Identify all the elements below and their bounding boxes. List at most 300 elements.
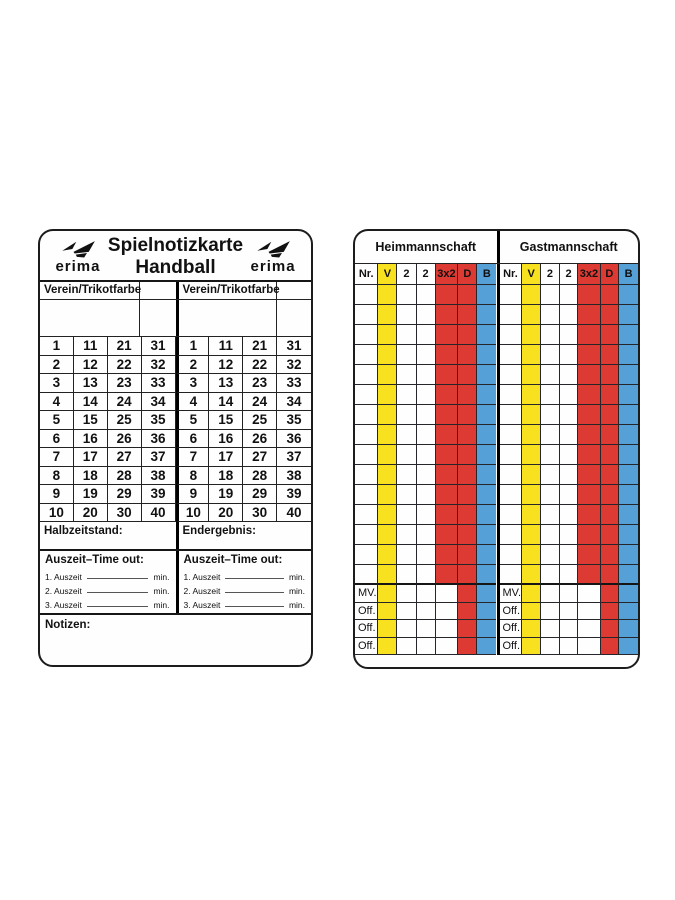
score-cell [601, 365, 620, 385]
score-cell [522, 285, 541, 305]
score-cell [601, 385, 620, 405]
number-cell: 27 [108, 448, 142, 467]
score-cell [458, 285, 477, 305]
score-cell [541, 620, 560, 638]
verein-half-home [40, 282, 176, 299]
mannschaft-score-card [353, 229, 640, 669]
number-cell: 6 [176, 430, 210, 449]
score-cell [397, 405, 416, 425]
number-cell: 12 [74, 356, 108, 375]
score-cell [541, 505, 560, 525]
timeout-line-2: 2. Auszeit min. [45, 585, 170, 596]
verein-entry-field [179, 300, 277, 336]
column-header-cell: 3x2 [436, 264, 459, 285]
score-grids [355, 264, 638, 655]
score-cell [378, 345, 397, 365]
score-cell [477, 285, 496, 305]
score-cell [458, 385, 477, 405]
score-cell [397, 305, 416, 325]
column-header-cell: 3x2 [578, 264, 600, 285]
score-cell [541, 445, 560, 465]
score-cell [500, 285, 523, 305]
number-cell: 37 [277, 448, 311, 467]
score-cell [619, 405, 638, 425]
score-cell [397, 345, 416, 365]
number-cell: 30 [108, 504, 142, 523]
score-cell [619, 325, 638, 345]
score-cell [397, 525, 416, 545]
score-cell [436, 465, 459, 485]
score-cell [560, 638, 579, 656]
verein-half-guest [176, 282, 312, 299]
number-cell: 13 [209, 374, 243, 393]
column-header-cell: 2 [417, 264, 436, 285]
score-cell [417, 365, 436, 385]
score-cell [436, 425, 459, 445]
score-cell [601, 405, 620, 425]
column-header-cell: V [378, 264, 397, 285]
score-cell [578, 485, 600, 505]
score-cell [378, 445, 397, 465]
score-cell [541, 603, 560, 621]
score-cell [378, 525, 397, 545]
number-cell: 26 [243, 430, 277, 449]
score-cell [436, 385, 459, 405]
score-cell [560, 325, 579, 345]
score-cell [397, 485, 416, 505]
number-cell: 22 [108, 356, 142, 375]
endergebnis-label: Endergebnis: [182, 525, 256, 537]
verein-spare-cell [140, 282, 175, 299]
score-cell [522, 565, 541, 585]
score-cell [541, 345, 560, 365]
score-cell [378, 325, 397, 345]
score-cell [560, 465, 579, 485]
score-cell [477, 445, 496, 465]
score-cell [477, 603, 496, 621]
erima-wordmark: erima [55, 257, 101, 275]
bottom-row-label-cell: Off. [500, 603, 523, 621]
score-cell [458, 505, 477, 525]
score-cell [578, 385, 600, 405]
number-cell: 19 [74, 485, 108, 504]
score-cell [541, 325, 560, 345]
score-cell [522, 505, 541, 525]
score-cell [601, 285, 620, 305]
score-cell [601, 525, 620, 545]
score-cell [477, 325, 496, 345]
score-cell [378, 565, 397, 585]
score-cell [619, 585, 638, 603]
number-cell: 22 [243, 356, 277, 375]
number-cell: 9 [176, 485, 210, 504]
score-cell [619, 465, 638, 485]
verein-spare-cell [140, 300, 175, 336]
number-cell: 10 [40, 504, 74, 523]
score-cell [601, 585, 620, 603]
score-cell [436, 365, 459, 385]
verein-spare-cell [277, 282, 311, 299]
score-cell [522, 585, 541, 603]
score-cell [417, 545, 436, 565]
number-cell: 31 [142, 337, 176, 356]
score-cell [560, 485, 579, 505]
score-cell [522, 425, 541, 445]
number-cell: 33 [142, 374, 176, 393]
score-cell [601, 325, 620, 345]
score-cell [397, 603, 416, 621]
score-cell [397, 565, 416, 585]
score-cell [522, 405, 541, 425]
score-cell [522, 603, 541, 621]
number-cell: 3 [176, 374, 210, 393]
score-cell [560, 525, 579, 545]
verein-spare-cell [277, 300, 311, 336]
number-cell: 38 [142, 467, 176, 486]
score-cell [477, 565, 496, 585]
score-row [40, 522, 311, 551]
score-cell [417, 465, 436, 485]
write-in-line [87, 592, 149, 593]
number-cell: 18 [74, 467, 108, 486]
score-cell [397, 585, 416, 603]
score-cell [458, 325, 477, 345]
bottom-row-label-cell: Off. [355, 638, 378, 656]
number-cell: 25 [108, 411, 142, 430]
timeout-line-1: 1. Auszeit min. [183, 571, 305, 582]
score-cell [378, 465, 397, 485]
score-cell [477, 345, 496, 365]
number-cell: 38 [277, 467, 311, 486]
bottom-row-label-cell: Off. [500, 638, 523, 656]
score-cell [436, 620, 459, 638]
card-title [108, 235, 243, 279]
score-cell [578, 545, 600, 565]
score-cell [458, 525, 477, 545]
timeout-title: Auszeit–Time out: [45, 554, 144, 566]
number-cell: 2 [40, 356, 74, 375]
card-title-line2: Handball [135, 256, 216, 278]
score-cell [541, 385, 560, 405]
number-cell: 18 [209, 467, 243, 486]
score-cell [436, 565, 459, 585]
score-cell [378, 365, 397, 385]
score-cell [560, 285, 579, 305]
score-cell [560, 620, 579, 638]
score-cell [397, 365, 416, 385]
score-cell [522, 525, 541, 545]
score-cell [619, 638, 638, 656]
score-cell [397, 285, 416, 305]
column-header-cell: D [458, 264, 477, 285]
number-cell: 16 [209, 430, 243, 449]
number-cell: 5 [40, 411, 74, 430]
score-cell [458, 585, 477, 603]
number-cell: 26 [108, 430, 142, 449]
timeout-line-2: 2. Auszeit min. [183, 585, 305, 596]
score-cell [601, 603, 620, 621]
timeout-title: Auszeit–Time out: [183, 554, 283, 566]
number-cell: 25 [243, 411, 277, 430]
score-cell [436, 485, 459, 505]
number-cell: 13 [74, 374, 108, 393]
number-cell: 20 [74, 504, 108, 523]
card-header [40, 231, 311, 282]
number-cell: 40 [142, 504, 176, 523]
score-cell [417, 345, 436, 365]
number-cell: 3 [40, 374, 74, 393]
write-in-line [225, 606, 284, 607]
team-grid-home [355, 264, 497, 655]
score-cell [458, 638, 477, 656]
bottom-row-label-cell: MV. [355, 585, 378, 603]
score-cell [578, 445, 600, 465]
number-cell: 29 [108, 485, 142, 504]
score-cell [560, 505, 579, 525]
score-cell [417, 485, 436, 505]
bottom-row-label-cell: Off. [355, 603, 378, 621]
score-cell [436, 505, 459, 525]
score-cell [619, 545, 638, 565]
number-cell: 8 [176, 467, 210, 486]
number-cell: 4 [176, 393, 210, 412]
score-cell [355, 285, 378, 305]
number-cell: 24 [108, 393, 142, 412]
column-header-cell: D [601, 264, 620, 285]
score-cell [500, 465, 523, 485]
score-cell [541, 425, 560, 445]
score-cell [500, 345, 523, 365]
column-header-cell: Nr. [500, 264, 523, 285]
score-cell [560, 365, 579, 385]
score-cell [578, 525, 600, 545]
score-cell [436, 585, 459, 603]
score-cell [397, 425, 416, 445]
number-cell: 37 [142, 448, 176, 467]
score-cell [397, 545, 416, 565]
score-cell [578, 305, 600, 325]
bottom-row-label-cell: Off. [355, 620, 378, 638]
score-cell [417, 638, 436, 656]
score-cell [619, 445, 638, 465]
score-cell [477, 305, 496, 325]
verein-entry-row [40, 300, 311, 337]
score-cell [500, 385, 523, 405]
score-cell [601, 505, 620, 525]
score-cell [601, 445, 620, 465]
score-cell [522, 365, 541, 385]
score-cell [477, 425, 496, 445]
score-cell [477, 365, 496, 385]
endergebnis-cell [176, 522, 312, 549]
score-cell [355, 305, 378, 325]
number-cell: 29 [243, 485, 277, 504]
score-cell [417, 285, 436, 305]
number-cell: 15 [209, 411, 243, 430]
number-cell: 5 [176, 411, 210, 430]
score-cell [560, 545, 579, 565]
score-cell [436, 305, 459, 325]
score-cell [355, 565, 378, 585]
score-cell [458, 345, 477, 365]
score-cell [601, 545, 620, 565]
number-cell: 34 [142, 393, 176, 412]
score-cell [578, 603, 600, 621]
score-cell [355, 485, 378, 505]
number-cell: 14 [209, 393, 243, 412]
spielnotizkarte-card [38, 229, 313, 667]
score-cell [619, 365, 638, 385]
score-cell [619, 620, 638, 638]
number-cell: 7 [40, 448, 74, 467]
score-cell [378, 545, 397, 565]
score-cell [417, 445, 436, 465]
column-header-cell: 2 [541, 264, 560, 285]
score-cell [601, 465, 620, 485]
score-cell [500, 525, 523, 545]
score-cell [522, 465, 541, 485]
number-cell: 2 [176, 356, 210, 375]
score-cell [417, 325, 436, 345]
score-cell [378, 505, 397, 525]
score-cell [417, 425, 436, 445]
score-cell [560, 305, 579, 325]
score-cell [560, 405, 579, 425]
score-cell [378, 638, 397, 656]
number-cell: 1 [40, 337, 74, 356]
score-cell [500, 425, 523, 445]
score-cell [541, 585, 560, 603]
score-cell [541, 465, 560, 485]
column-header-cell: V [522, 264, 541, 285]
column-header-cell: 2 [560, 264, 579, 285]
number-cell: 1 [176, 337, 210, 356]
column-header-cell: Nr. [355, 264, 378, 285]
score-cell [477, 585, 496, 603]
score-cell [522, 620, 541, 638]
score-cell [541, 285, 560, 305]
column-header-cell: B [477, 264, 496, 285]
score-cell [397, 620, 416, 638]
score-cell [417, 585, 436, 603]
verein-entry-guest [176, 300, 312, 336]
score-cell [500, 365, 523, 385]
score-cell [477, 525, 496, 545]
number-cell: 9 [40, 485, 74, 504]
score-cell [619, 305, 638, 325]
score-cell [417, 385, 436, 405]
score-cell [378, 620, 397, 638]
number-cell: 27 [243, 448, 277, 467]
verein-entry-field [40, 300, 140, 336]
score-cell [578, 405, 600, 425]
erima-wings-icon [60, 240, 96, 258]
score-cell [578, 345, 600, 365]
column-header-cell: 2 [397, 264, 416, 285]
number-cell: 24 [243, 393, 277, 412]
score-cell [436, 285, 459, 305]
score-cell [436, 445, 459, 465]
team-header-row [355, 231, 638, 264]
score-cell [560, 345, 579, 365]
team-grid-guest [497, 264, 639, 655]
score-cell [560, 445, 579, 465]
score-cell [436, 638, 459, 656]
score-cell [436, 545, 459, 565]
score-cell [541, 365, 560, 385]
score-cell [619, 285, 638, 305]
score-cell [601, 565, 620, 585]
score-cell [417, 525, 436, 545]
score-cell [560, 565, 579, 585]
score-cell [417, 603, 436, 621]
score-cell [355, 505, 378, 525]
card-title-line1: Spielnotizkarte [107, 234, 244, 256]
verein-label: Verein/Trikotfarbe [40, 282, 140, 299]
number-cell: 15 [74, 411, 108, 430]
score-cell [355, 365, 378, 385]
number-cell: 34 [277, 393, 311, 412]
score-cell [355, 465, 378, 485]
number-cell: 19 [209, 485, 243, 504]
number-cell: 7 [176, 448, 210, 467]
score-cell [541, 305, 560, 325]
score-cell [458, 425, 477, 445]
notizen-label: Notizen: [45, 619, 91, 631]
erima-wordmark: erima [250, 257, 296, 275]
score-cell [417, 565, 436, 585]
score-cell [458, 305, 477, 325]
number-cell: 39 [142, 485, 176, 504]
number-cell: 35 [142, 411, 176, 430]
score-cell [397, 638, 416, 656]
number-cell: 30 [243, 504, 277, 523]
verein-label: Verein/Trikotfarbe [179, 282, 277, 299]
score-cell [417, 505, 436, 525]
number-cell: 20 [209, 504, 243, 523]
score-cell [355, 425, 378, 445]
write-in-line [87, 606, 149, 607]
number-cell: 36 [142, 430, 176, 449]
score-cell [541, 405, 560, 425]
score-cell [560, 425, 579, 445]
score-cell [397, 505, 416, 525]
score-cell [355, 545, 378, 565]
score-cell [477, 638, 496, 656]
number-cell: 32 [277, 356, 311, 375]
score-cell [601, 425, 620, 445]
score-cell [500, 485, 523, 505]
score-cell [477, 385, 496, 405]
score-cell [458, 465, 477, 485]
score-cell [458, 620, 477, 638]
score-cell [397, 465, 416, 485]
score-cell [619, 505, 638, 525]
score-cell [578, 365, 600, 385]
score-cell [378, 405, 397, 425]
number-cell: 11 [209, 337, 243, 356]
score-cell [458, 405, 477, 425]
number-cell: 21 [108, 337, 142, 356]
score-cell [436, 525, 459, 545]
heimmannschaft-label: Heimmannschaft [375, 240, 477, 254]
notizen-section [40, 615, 311, 631]
score-cell [578, 585, 600, 603]
score-cell [601, 620, 620, 638]
score-cell [378, 385, 397, 405]
score-cell [560, 385, 579, 405]
score-cell [619, 425, 638, 445]
